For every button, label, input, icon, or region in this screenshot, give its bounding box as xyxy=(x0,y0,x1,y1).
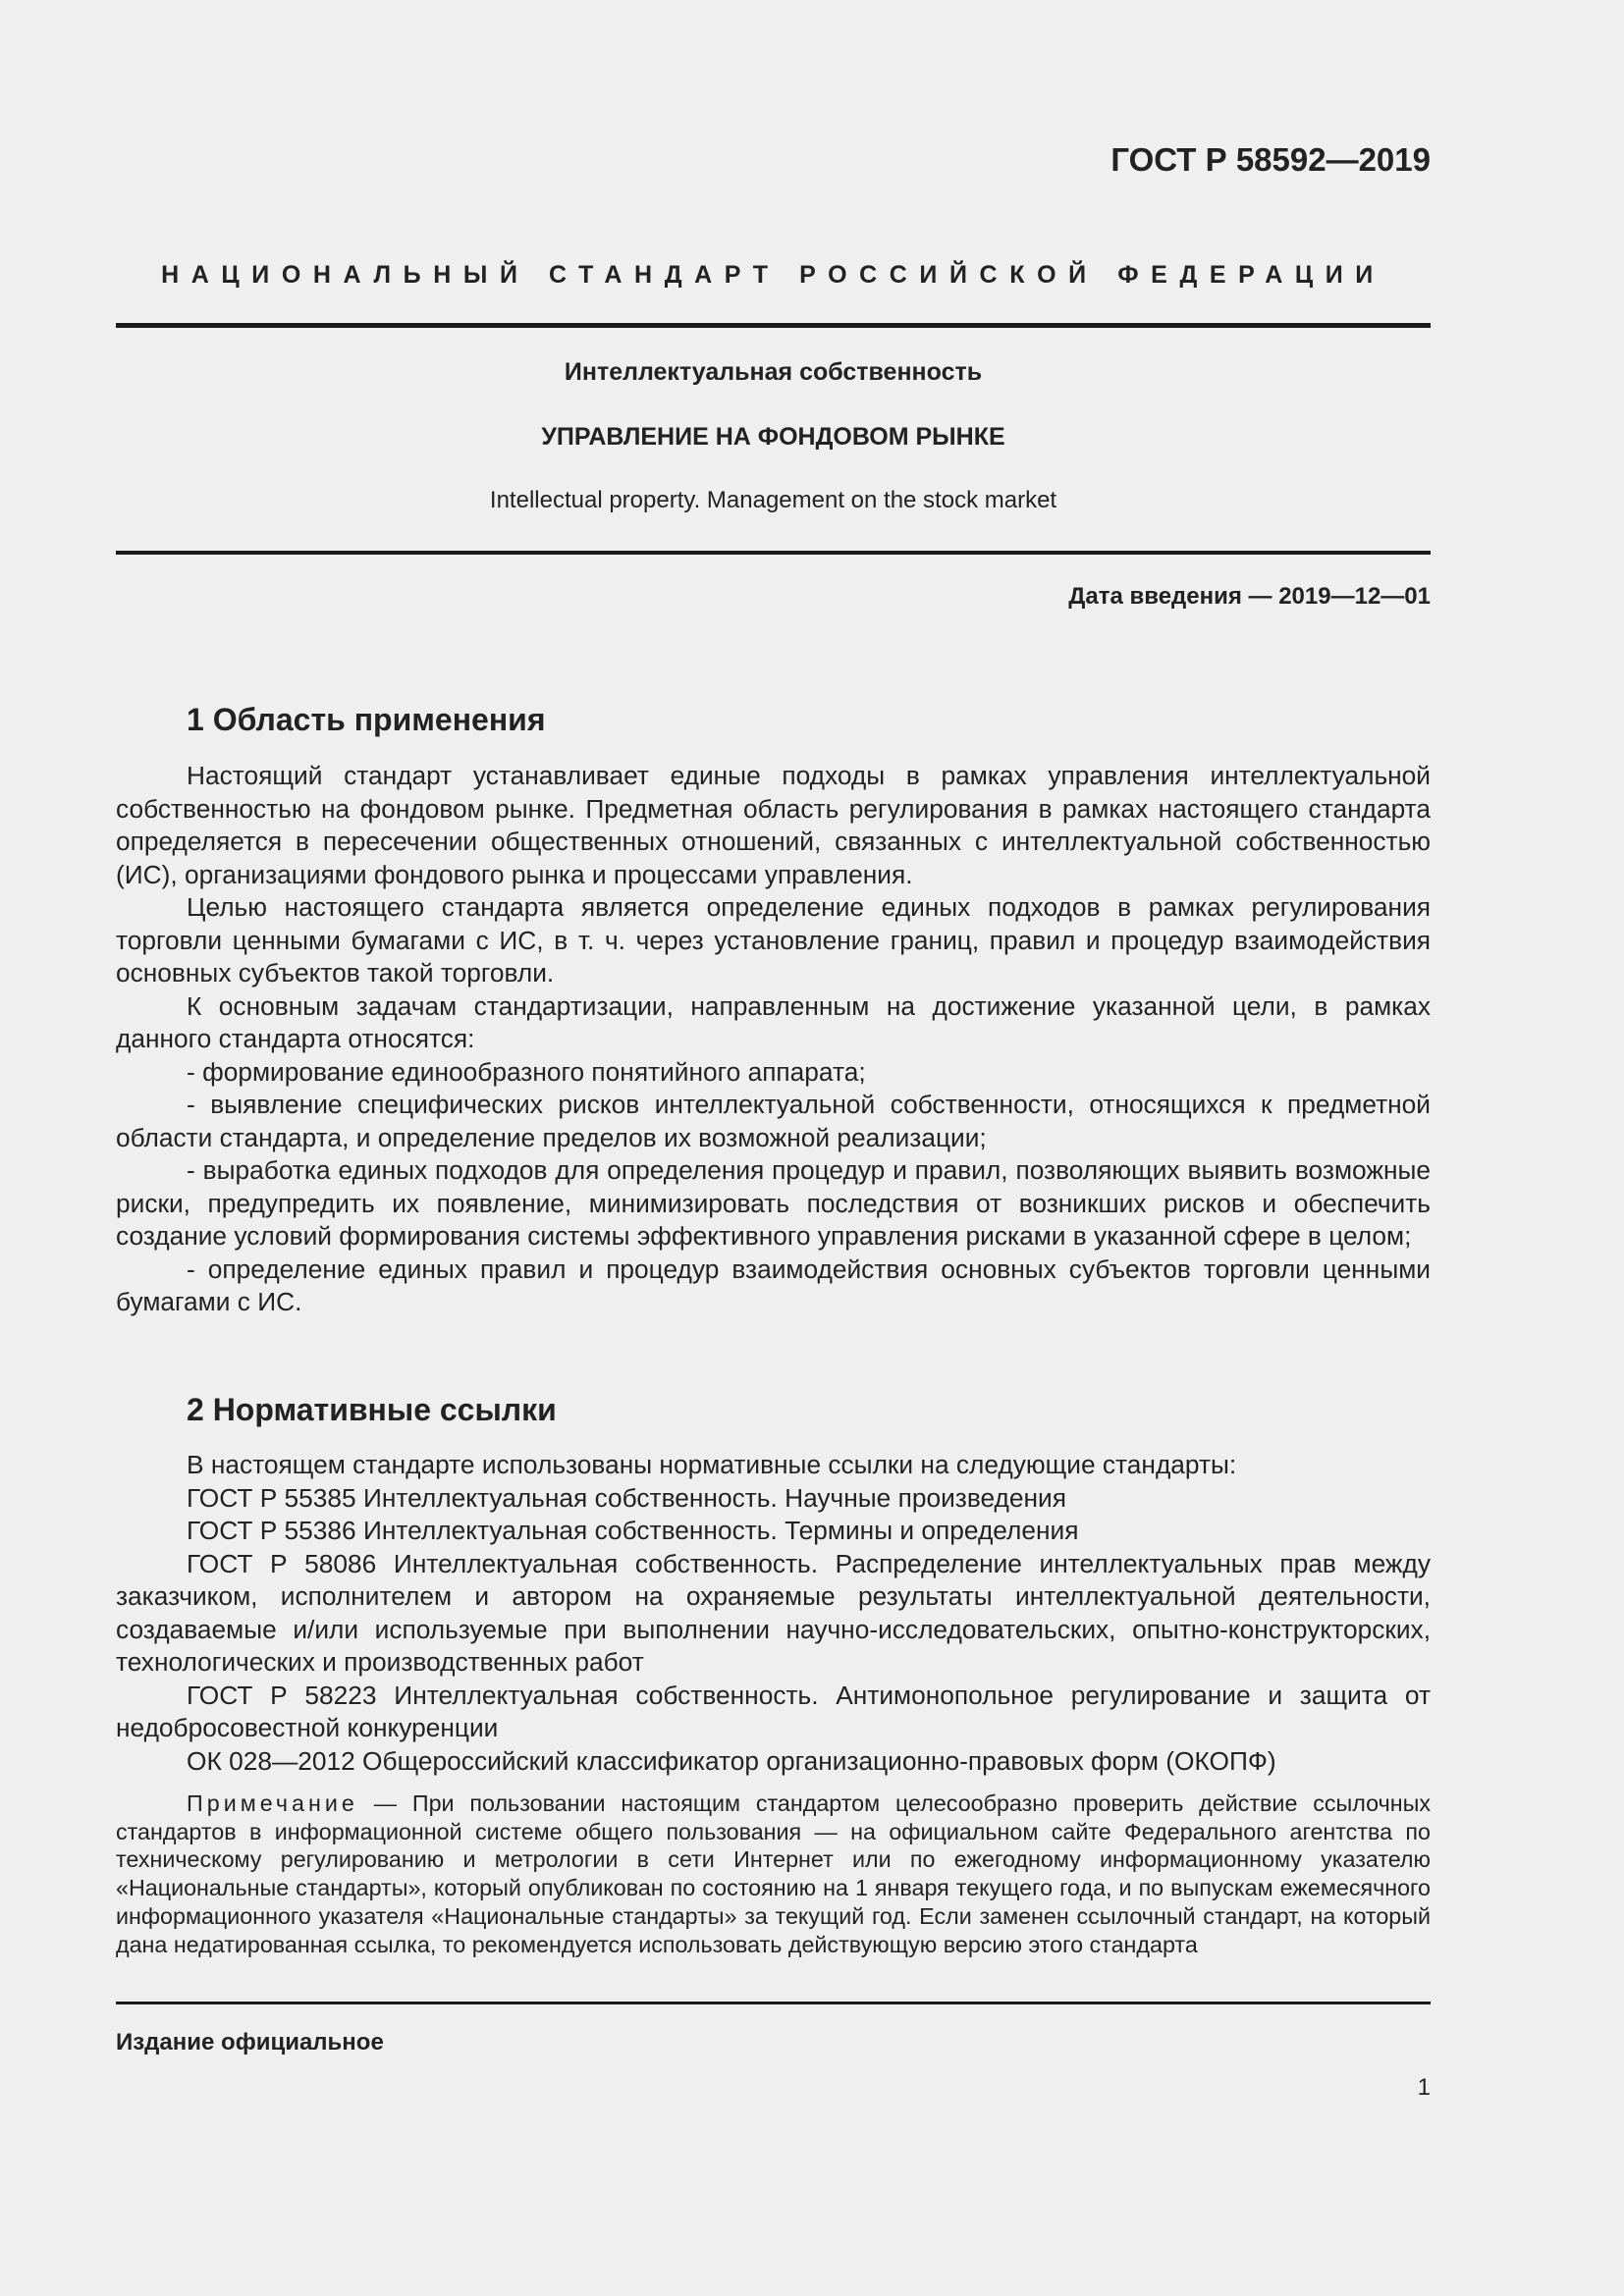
note-text: — При пользовании настоящим стандартом целесообразно проверить действие ссылочных стандартов в информационной системе общего пользования — на официальном сайте Федерального агентства по техническому регулированию и метрологии в сети Интернет или по ежегодному информационному указателю «Национальные стандарты», который опубликован по состоянию на 1 января текущего года, и по выпускам ежемесячного информационного указателя «Национальные стандарты» за текущий год. Если заменен ссылочный стандарт, на который дана недатированная ссылка, то рекомендуется использовать действующую версию этого стандарта xyxy=(116,1790,1431,1957)
note-label: Примечание xyxy=(187,1790,358,1816)
document-page xyxy=(116,0,1431,2296)
paragraph: Целью настоящего стандарта является определение единых подходов в рамках регулирования торговли ценными бумагами с ИС, в т. ч. через установление границ, правил и процедур взаимодействия основных субъектов такой торговли. xyxy=(116,892,1431,988)
paragraph: Настоящий стандарт устанавливает единые подходы в рамках управления интеллектуальной собственностью на фондовом рынке. Предметная область регулирования в рамках настоящего стандарта определяется в пересечении общественных отношений, связанных с интеллектуальной собственностью (ИС), организациями фондового рынка и процессами управления. xyxy=(116,761,1431,889)
national-standard-banner: НАЦИОНАЛЬНЫЙ СТАНДАРТ РОССИЙСКОЙ ФЕДЕРАЦИИ xyxy=(161,261,1385,289)
section-2-heading: 2 Нормативные ссылки xyxy=(187,1392,557,1427)
standard-code: ГОСТ Р 58592—2019 xyxy=(1110,141,1431,178)
footer-rule xyxy=(116,2002,1431,2004)
reference-item: ГОСТ Р 55386 Интеллектуальная собственность. Термины и определения xyxy=(187,1516,1079,1545)
reference-note xyxy=(116,1789,1431,1958)
introduction-date: Дата введения — 2019—12—01 xyxy=(1068,583,1431,610)
paragraph: В настоящем стандарте использованы нормативные ссылки на следующие стандарты: xyxy=(187,1450,1237,1479)
reference-item: ГОСТ Р 55385 Интеллектуальная собственность. Научные произведения xyxy=(187,1482,1066,1513)
reference-item: ГОСТ Р 58086 Интеллектуальная собственность. Распределение интеллектуальных прав между заказчиком, исполнителем и автором на охраняемые результаты интеллектуальной деятельности, создаваемые и/или используемые при выполнении научно-исследовательских, опытно-конструкторских, технологических и производственных работ xyxy=(116,1548,1431,1677)
title-english: Intellectual property. Management on the stock market xyxy=(489,487,1057,513)
list-item: - выявление специфических рисков интеллектуальной собственности, относящихся к предметной области стандарта, и определение пределов их возможной реализации; xyxy=(116,1090,1431,1152)
official-edition-label: Издание официальное xyxy=(116,2029,384,2056)
top-rule xyxy=(116,323,1431,328)
title-line-2: УПРАВЛЕНИЕ НА ФОНДОВОМ РЫНКЕ xyxy=(541,423,1005,451)
title-line-1: Интеллектуальная собственность xyxy=(564,358,983,386)
title-rule xyxy=(116,551,1431,555)
list-item: - выработка единых подходов для определения процедур и правил, позволяющих выявить возможные риски, предупредить их появление, минимизировать последствия от возникших рисков и обеспечить создание условий формирования системы эффективного управления рисками в указанной сфере в целом; xyxy=(116,1155,1431,1251)
section-2-body xyxy=(116,1449,1431,1778)
list-item: - формирование единообразного понятийного аппарата; xyxy=(187,1056,866,1087)
paragraph: К основным задачам стандартизации, направленным на достижение указанной цели, в рамках данного стандарта относятся: xyxy=(116,990,1431,1053)
section-1-body xyxy=(116,760,1431,1319)
reference-item: ОК 028—2012 Общероссийский классификатор организационно-правовых форм (ОКОПФ) xyxy=(187,1745,1276,1776)
list-item: - определение единых правил и процедур взаимодействия основных субъектов торговли ценными бумагами с ИС. xyxy=(116,1254,1431,1316)
section-1-heading: 1 Область применения xyxy=(187,702,546,737)
page-number: 1 xyxy=(1417,2074,1431,2101)
reference-item: ГОСТ Р 58223 Интеллектуальная собственность. Антимонопольное регулирование и защита от недобросовестной конкуренции xyxy=(116,1680,1431,1742)
note-paragraph xyxy=(116,1789,1431,1958)
